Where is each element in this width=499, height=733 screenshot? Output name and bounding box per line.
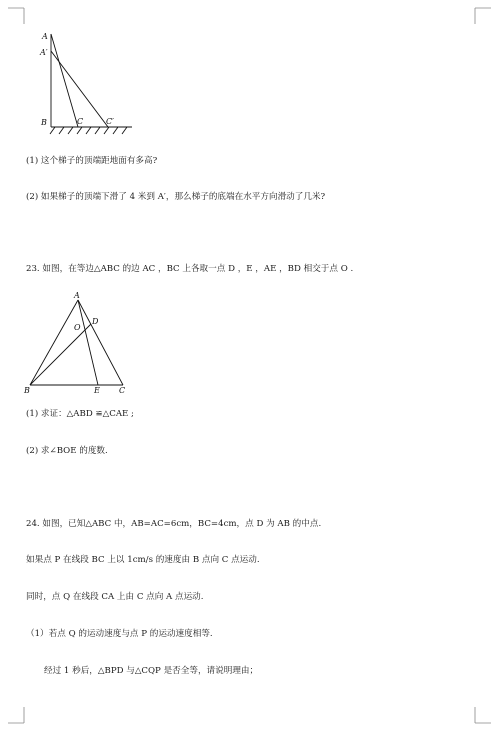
q24-line1: 如果点 P 在线段 BC 上以 1cm/s 的速度由 B 点向 C 点运动. <box>26 555 260 565</box>
q23-stem: 23. 如图，在等边△ABC 的边 AC ，BC 上各取一点 D ，E ，AE ，BD 相交于点 O . <box>26 264 354 274</box>
side-AC <box>78 300 123 385</box>
ground-hatching <box>50 127 127 134</box>
q22-part1: (1) 这个梯子的顶端距地面有多高? <box>26 156 158 166</box>
ladder-original <box>51 34 78 127</box>
crop-mark-top-right <box>469 0 499 30</box>
q24-stem: 24. 如图，已知△ABC 中，AB=AC=6cm，BC=4cm，点 D 为 AB 的中点. <box>26 519 322 529</box>
label-A-prime: A′ <box>40 48 48 57</box>
crop-mark-bottom-right <box>469 703 499 733</box>
label-D: D <box>92 317 99 326</box>
q24-line2: 同时，点 Q 在线段 CA 上由 C 点向 A 点运动. <box>26 592 204 602</box>
q23-part2: (2) 求∠BOE 的度数. <box>26 446 108 456</box>
label-C: C <box>119 386 126 395</box>
label-O: O <box>74 323 81 332</box>
label-A: A <box>42 32 48 41</box>
segment-AE <box>78 300 98 385</box>
q24-part1: （1）若点 Q 的运动速度与点 P 的运动速度相等. <box>26 629 213 639</box>
q24-part1-sub: 经过 1 秒后，△BPD 与△CQP 是否全等，请说明理由； <box>44 666 259 676</box>
label-B: B <box>41 118 47 127</box>
label-B: B <box>24 386 30 395</box>
ladder-figure <box>28 26 138 138</box>
segment-BD <box>30 324 91 385</box>
q22-part2: (2) 如果梯子的顶端下滑了 4 米到 A′，那么梯子的底端在水平方向滑动了几米? <box>26 192 326 202</box>
side-AB <box>30 300 78 385</box>
label-C: C <box>77 117 84 126</box>
crop-mark-bottom-left <box>0 703 30 733</box>
crop-mark-top-left <box>0 0 30 30</box>
q23-part1: (1) 求证：△ABD ≌△CAE ; <box>26 409 134 419</box>
label-E: E <box>94 386 100 395</box>
ladder-slid <box>51 51 108 127</box>
label-C-prime: C′ <box>106 117 114 126</box>
triangle-figure <box>20 288 135 400</box>
label-A: A <box>74 291 80 300</box>
